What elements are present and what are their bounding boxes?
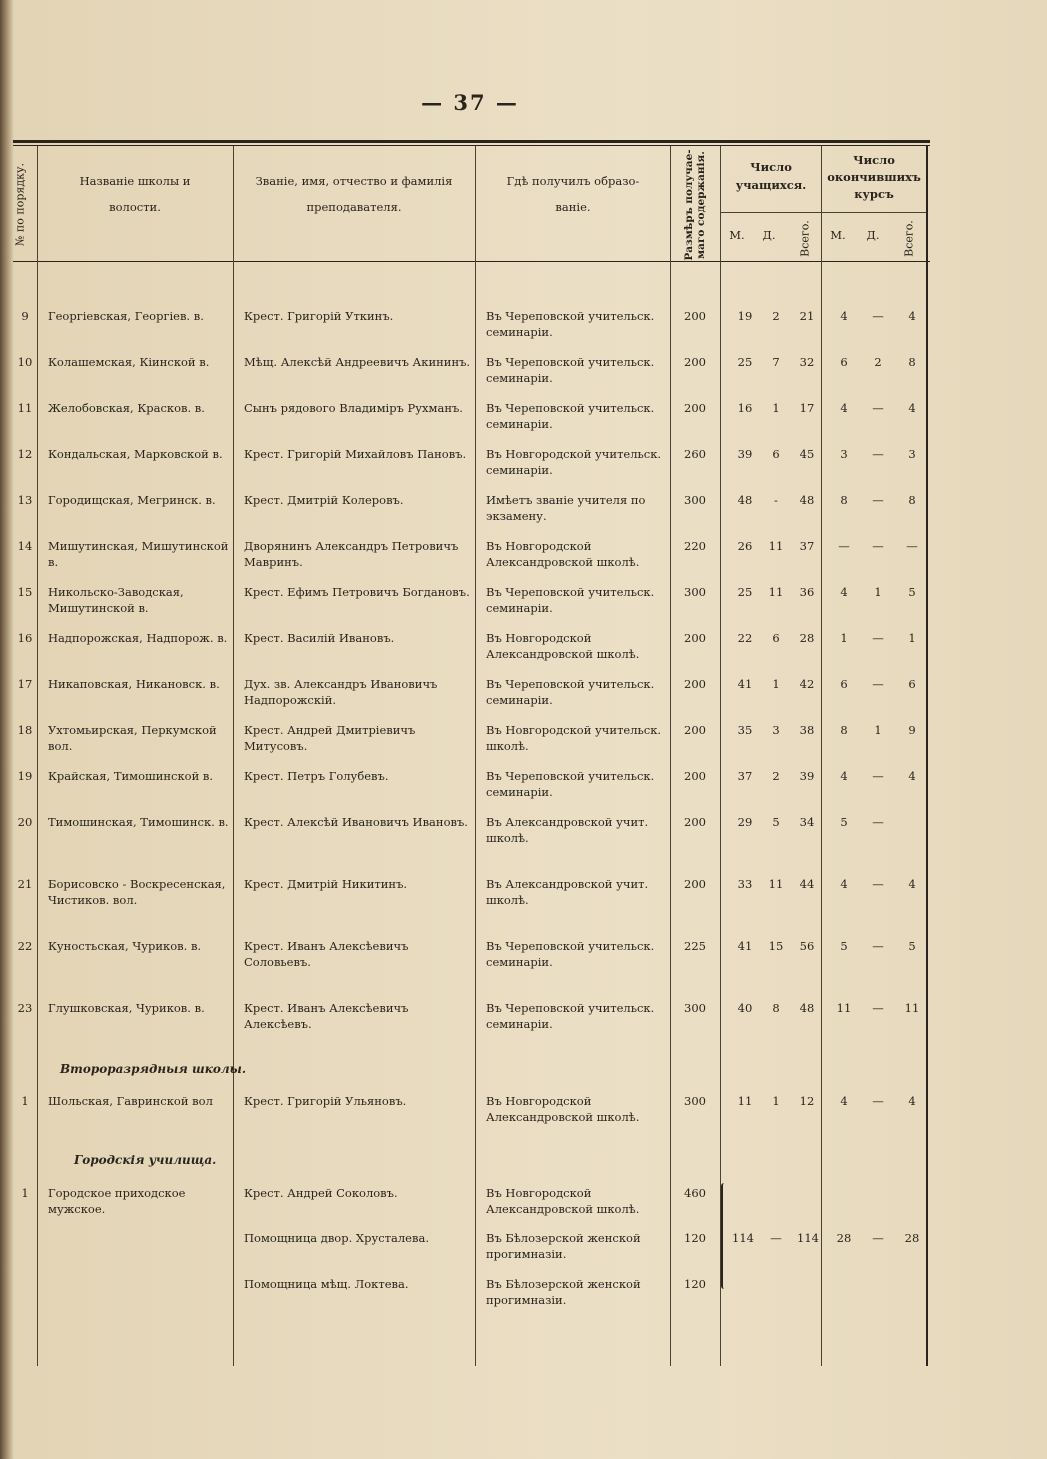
students-total: 36 xyxy=(799,585,815,599)
teacher-name: Крест. Василій Ивановъ. xyxy=(244,631,395,645)
col-divider xyxy=(821,146,822,1366)
students-d: 11 xyxy=(768,877,784,891)
students-total: 48 xyxy=(799,1001,815,1015)
students-d: 1 xyxy=(772,1094,780,1108)
col-divider xyxy=(233,146,234,1366)
students-d: 3 xyxy=(772,723,780,737)
row-number: 16 xyxy=(17,631,33,645)
students-total: 17 xyxy=(799,401,815,415)
graduates-d: — xyxy=(872,1001,884,1015)
salary: 225 xyxy=(684,939,706,953)
students-d: 15 xyxy=(768,939,784,953)
header-education-line2: ваніе. xyxy=(555,200,591,214)
row-number: 13 xyxy=(17,493,33,507)
col-divider xyxy=(475,146,476,1366)
students-m: 48 xyxy=(737,493,753,507)
row-number: 1 xyxy=(21,1094,29,1108)
students-d: 6 xyxy=(772,447,780,461)
school-name: Кондальская, Марковской в. xyxy=(48,447,223,461)
header-students-m: М. xyxy=(729,228,745,242)
students-m: 41 xyxy=(737,677,753,691)
school-name: Борисовско - Воскресенская, Чистиков. вол. xyxy=(48,877,226,907)
salary: 200 xyxy=(684,769,706,783)
students-d: 2 xyxy=(772,309,780,323)
graduates-m: 3 xyxy=(840,447,848,461)
graduates-total: 8 xyxy=(908,355,916,369)
col-divider-right xyxy=(926,146,928,1366)
students-total: 42 xyxy=(799,677,815,691)
graduates-total: — xyxy=(906,539,918,553)
school-name: Шольская, Гавринской вол xyxy=(48,1094,213,1108)
students-d: - xyxy=(774,493,778,507)
header-graduates-m: М. xyxy=(830,228,846,242)
students-m: 40 xyxy=(737,1001,753,1015)
salary: 460 xyxy=(684,1186,706,1200)
students-total: 114 xyxy=(797,1231,819,1245)
students-d: 11 xyxy=(768,539,784,553)
students-m: 114 xyxy=(732,1231,754,1245)
teacher-name: Крест. Андрей Соколовъ. xyxy=(244,1186,398,1200)
header-education xyxy=(478,168,668,220)
students-m: 33 xyxy=(737,877,753,891)
salary: 120 xyxy=(684,1231,706,1245)
school-name: Городищская, Мегринск. в. xyxy=(48,493,216,507)
education: Въ Бѣлозерской женской прогимназіи. xyxy=(486,1277,641,1307)
graduates-total: 4 xyxy=(908,401,916,415)
header-graduates: Число окончившихъ курсъ xyxy=(827,153,921,201)
teacher-name: Мѣщ. Алексѣй Андреевичъ Акининъ. xyxy=(244,355,471,369)
students-d: 1 xyxy=(772,677,780,691)
school-name: Надпорожская, Надпорож. в. xyxy=(48,631,228,645)
graduates-d: 1 xyxy=(874,723,882,737)
education: Въ Новгородской Александровской школѣ. xyxy=(486,539,640,569)
graduates-total: 4 xyxy=(908,877,916,891)
graduates-d: — xyxy=(872,877,884,891)
school-name: Колашемская, Кіинской в. xyxy=(48,355,210,369)
salary: 300 xyxy=(684,493,706,507)
header-school xyxy=(40,168,230,220)
graduates-total: 3 xyxy=(908,447,916,461)
salary: 300 xyxy=(684,1001,706,1015)
education: Въ Череповской учительск. семинаріи. xyxy=(486,309,655,339)
graduates-total: 4 xyxy=(908,769,916,783)
graduates-d: — xyxy=(872,401,884,415)
students-total: 34 xyxy=(799,815,815,829)
education: Въ Новгородской учительск. семинаріи. xyxy=(486,447,662,477)
students-d: 6 xyxy=(772,631,780,645)
education: Въ Череповской учительск. семинаріи. xyxy=(486,677,655,707)
school-name: Желобовская, Красков. в. xyxy=(48,401,205,415)
graduates-d: — xyxy=(872,309,884,323)
students-m: 25 xyxy=(737,355,753,369)
salary: 200 xyxy=(684,401,706,415)
header-students: Число учащихся. xyxy=(735,160,807,192)
students-d: 5 xyxy=(772,815,780,829)
salary: 260 xyxy=(684,447,706,461)
students-total: 32 xyxy=(799,355,815,369)
salary: 200 xyxy=(684,723,706,737)
students-total: 44 xyxy=(799,877,815,891)
students-d: 1 xyxy=(772,401,780,415)
education: Въ Череповской учительск. семинаріи. xyxy=(486,769,655,799)
salary: 120 xyxy=(684,1277,706,1291)
education: Въ Новгородской Александровской школѣ. xyxy=(486,1094,640,1124)
teacher-name: Крест. Иванъ Алексѣевичъ Соловьевъ. xyxy=(244,939,409,969)
row-number: 22 xyxy=(17,939,33,953)
education: Въ Череповской учительск. семинаріи. xyxy=(486,401,655,431)
education: Въ Новгородской учительск. школѣ. xyxy=(486,723,662,753)
salary: 220 xyxy=(684,539,706,553)
col-divider xyxy=(670,146,671,1366)
graduates-m: 4 xyxy=(840,309,848,323)
graduates-d: — xyxy=(872,493,884,507)
students-m: 16 xyxy=(737,401,753,415)
education: Имѣетъ званіе учителя по экзамену. xyxy=(486,493,646,523)
education: Въ Новгородской Александровской школѣ. xyxy=(486,631,640,661)
students-total: 12 xyxy=(799,1094,815,1108)
graduates-m: 6 xyxy=(840,677,848,691)
students-total: 21 xyxy=(799,309,815,323)
students-total: 39 xyxy=(799,769,815,783)
graduates-total: 28 xyxy=(904,1231,920,1245)
graduates-d: 2 xyxy=(874,355,882,369)
school-name: Городское приходское мужское. xyxy=(48,1186,186,1216)
graduates-total: 1 xyxy=(908,631,916,645)
graduates-d: — xyxy=(872,631,884,645)
graduates-m: 6 xyxy=(840,355,848,369)
row-number: 18 xyxy=(17,723,33,737)
students-m: 26 xyxy=(737,539,753,553)
students-total: 37 xyxy=(799,539,815,553)
header-school-line1: Названіе школы и xyxy=(79,174,191,188)
teacher-name: Сынъ рядового Владиміръ Рухманъ. xyxy=(244,401,463,415)
school-name: Никольско-Заводская, Мишутинской в. xyxy=(48,585,184,615)
row-number: 11 xyxy=(17,401,33,415)
graduates-total: 5 xyxy=(908,585,916,599)
students-m: 25 xyxy=(737,585,753,599)
graduates-m: 8 xyxy=(840,493,848,507)
header-education-line1: Гдѣ получилъ образо- xyxy=(506,174,640,188)
teacher-name: Дух. зв. Александръ Ивановичъ Надпорожскій. xyxy=(244,677,438,707)
salary: 200 xyxy=(684,355,706,369)
col-divider xyxy=(37,146,38,1366)
school-name: Мишутинская, Мишутинской в. xyxy=(48,539,229,569)
school-name: Глушковская, Чуриков. в. xyxy=(48,1001,205,1015)
salary: 200 xyxy=(684,631,706,645)
graduates-d: — xyxy=(872,539,884,553)
teacher-name: Крест. Алексѣй Ивановичъ Ивановъ. xyxy=(244,815,468,829)
students-m: 19 xyxy=(737,309,753,323)
school-name: Крайская, Тимошинской в. xyxy=(48,769,214,783)
header-graduates-total: Всего. xyxy=(902,220,916,257)
section-title-city-schools: Городскія училища. xyxy=(74,1153,217,1167)
header-teacher-line2: преподавателя. xyxy=(306,200,402,214)
education: Въ Александровской учит. школѣ. xyxy=(486,877,649,907)
students-m: 41 xyxy=(737,939,753,953)
header-graduates-d: Д. xyxy=(866,228,880,242)
graduates-m: 5 xyxy=(840,815,848,829)
graduates-d: — xyxy=(872,815,884,829)
graduates-m: 4 xyxy=(840,401,848,415)
salary: 300 xyxy=(684,1094,706,1108)
graduates-m: 4 xyxy=(840,769,848,783)
graduates-d: — xyxy=(872,769,884,783)
graduates-m: 8 xyxy=(840,723,848,737)
row-number: 21 xyxy=(17,877,33,891)
students-d: — xyxy=(770,1231,782,1245)
row-number: 14 xyxy=(17,539,33,553)
header-number: № по порядку. xyxy=(13,163,27,246)
teacher-name: Крест. Андрей Дмитріевичъ Митусовъ. xyxy=(244,723,416,753)
students-total: 28 xyxy=(799,631,815,645)
teacher-name: Крест. Григорій Михайловъ Пановъ. xyxy=(244,447,467,461)
graduates-d: 1 xyxy=(874,585,882,599)
students-m: 35 xyxy=(737,723,753,737)
graduates-total: 9 xyxy=(908,723,916,737)
education: Въ Александровской учит. школѣ. xyxy=(486,815,649,845)
education: Въ Череповской учительск. семинаріи. xyxy=(486,939,655,969)
graduates-m: 4 xyxy=(840,877,848,891)
row-number: 19 xyxy=(17,769,33,783)
teacher-name: Крест. Петръ Голубевъ. xyxy=(244,769,389,783)
students-total: 38 xyxy=(799,723,815,737)
teacher-name: Крест. Дмитрій Колеровъ. xyxy=(244,493,404,507)
students-d: 8 xyxy=(772,1001,780,1015)
salary: 300 xyxy=(684,585,706,599)
teacher-name: Помощница двор. Хрусталева. xyxy=(244,1231,429,1245)
teacher-name: Крест. Ефимъ Петровичъ Богдановъ. xyxy=(244,585,470,599)
header-students-d: Д. xyxy=(762,228,776,242)
section-title-second-class: Второразрядныя школы. xyxy=(60,1062,247,1076)
graduates-m: 4 xyxy=(840,585,848,599)
graduates-m: — xyxy=(838,539,850,553)
school-name: Георгіевская, Георгіев. в. xyxy=(48,309,204,323)
page-number: — 37 — xyxy=(421,90,519,115)
students-m: 22 xyxy=(737,631,753,645)
row-number: 12 xyxy=(17,447,33,461)
students-d: 7 xyxy=(772,355,780,369)
graduates-d: — xyxy=(872,939,884,953)
teacher-name: Крест. Иванъ Алексѣевичъ Алексѣевъ. xyxy=(244,1001,409,1031)
graduates-d: — xyxy=(872,677,884,691)
header-students-total: Всего. xyxy=(798,220,812,257)
salary: 200 xyxy=(684,677,706,691)
students-total: 48 xyxy=(799,493,815,507)
students-total: 45 xyxy=(799,447,815,461)
education: Въ Череповской учительск. семинаріи. xyxy=(486,355,655,385)
salary: 200 xyxy=(684,309,706,323)
education: Въ Новгородской Александровской школѣ. xyxy=(486,1186,640,1216)
graduates-total: 4 xyxy=(908,1094,916,1108)
salary: 200 xyxy=(684,877,706,891)
graduates-m: 11 xyxy=(836,1001,852,1015)
students-total: 56 xyxy=(799,939,815,953)
school-name: Никаповская, Никановск. в. xyxy=(48,677,220,691)
row-number: 9 xyxy=(21,309,29,323)
students-d: 2 xyxy=(772,769,780,783)
header-salary: Размѣръ получае- маго содержанія. xyxy=(683,149,707,261)
education: Въ Бѣлозерской женской прогимназіи. xyxy=(486,1231,641,1261)
teacher-name: Помощница мѣщ. Локтева. xyxy=(244,1277,409,1291)
graduates-d: — xyxy=(872,447,884,461)
teacher-name: Крест. Григорій Уткинъ. xyxy=(244,309,394,323)
row-number: 20 xyxy=(17,815,33,829)
graduates-m: 4 xyxy=(840,1094,848,1108)
students-m: 11 xyxy=(737,1094,753,1108)
students-m: 29 xyxy=(737,815,753,829)
teacher-name: Крест. Дмитрій Никитинъ. xyxy=(244,877,408,891)
graduates-total: 8 xyxy=(908,493,916,507)
school-name: Ухтомьирская, Перкумской вол. xyxy=(48,723,217,753)
education: Въ Череповской учительск. семинаріи. xyxy=(486,585,655,615)
teacher-name: Крест. Григорій Ульяновъ. xyxy=(244,1094,407,1108)
graduates-m: 5 xyxy=(840,939,848,953)
students-m: 37 xyxy=(737,769,753,783)
top-rule-thin xyxy=(13,145,930,146)
row-number: 23 xyxy=(17,1001,33,1015)
header-teacher xyxy=(236,168,472,220)
row-number: 15 xyxy=(17,585,33,599)
header-bottom-rule xyxy=(13,261,930,262)
row-number: 1 xyxy=(21,1186,29,1200)
education: Въ Череповской учительск. семинаріи. xyxy=(486,1001,655,1031)
graduates-total: 11 xyxy=(904,1001,920,1015)
graduates-total: 6 xyxy=(908,677,916,691)
graduates-d: — xyxy=(872,1094,884,1108)
row-number: 10 xyxy=(17,355,33,369)
row-number: 17 xyxy=(17,677,33,691)
graduates-d: — xyxy=(872,1231,884,1245)
graduates-m: 1 xyxy=(840,631,848,645)
graduates-m: 28 xyxy=(836,1231,852,1245)
students-m: 39 xyxy=(737,447,753,461)
top-rule xyxy=(13,140,930,143)
graduates-total: 4 xyxy=(908,309,916,323)
students-d: 11 xyxy=(768,585,784,599)
header-school-line2: волости. xyxy=(109,200,161,214)
school-name: Тимошинская, Тимошинск. в. xyxy=(48,815,229,829)
header-sub-rule xyxy=(720,212,926,213)
teacher-name: Дворянинъ Александръ Петровичъ Мавринъ. xyxy=(244,539,459,569)
header-teacher-line1: Званіе, имя, отчество и фамилія xyxy=(255,174,453,188)
salary: 200 xyxy=(684,815,706,829)
school-name: Куностьская, Чуриков. в. xyxy=(48,939,202,953)
graduates-total: 5 xyxy=(908,939,916,953)
